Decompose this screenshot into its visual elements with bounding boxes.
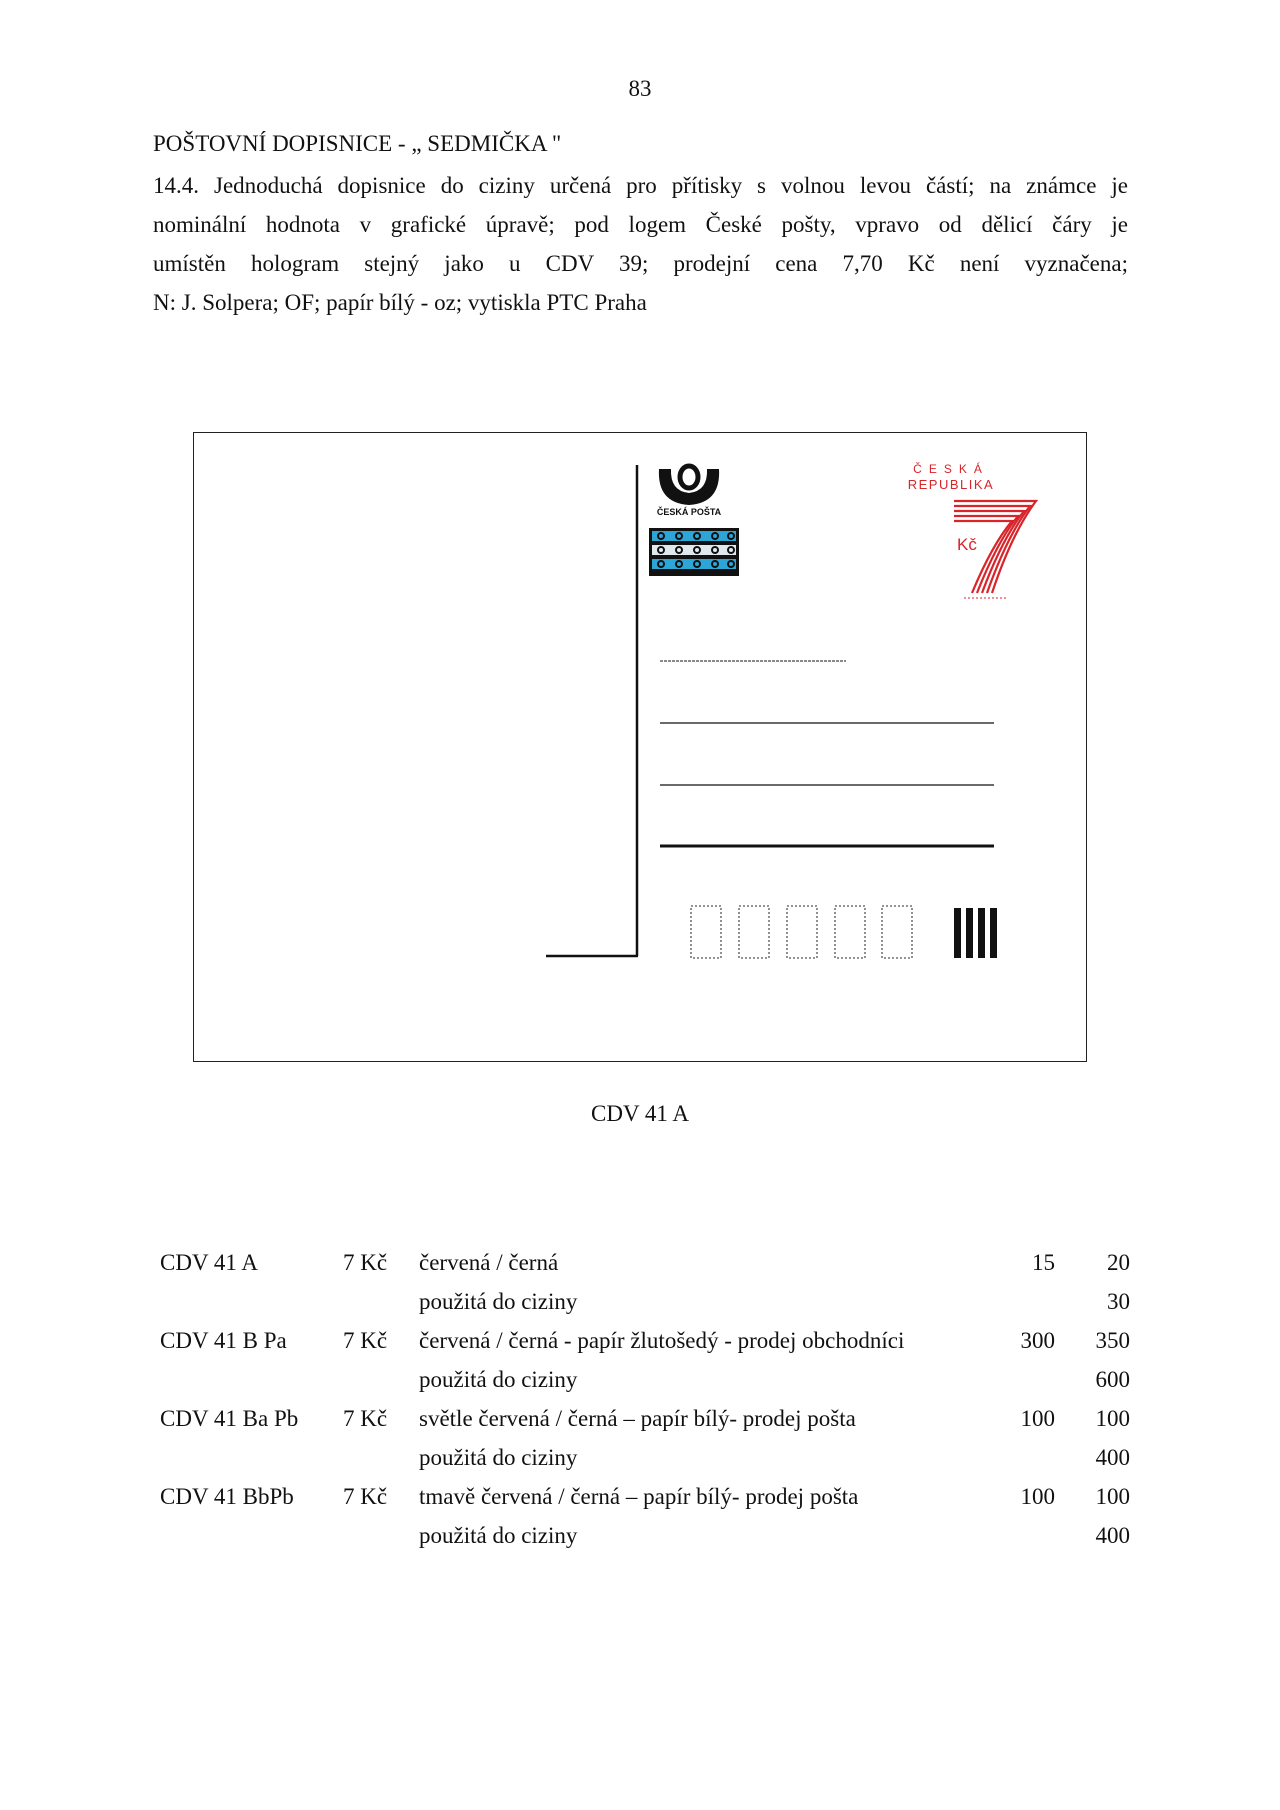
table-row: [160, 1406, 1130, 1445]
variant-code: CDV 41 BbPb: [160, 1484, 294, 1509]
paragraph-line: 14.4. Jednoduchá dopisnice do ciziny určená pro přítisky s volnou levou částí; na známce je: [153, 173, 1128, 198]
page-number: 83: [628, 76, 652, 101]
price-mint: 300: [1020, 1328, 1055, 1353]
price-used: 30: [1107, 1289, 1130, 1314]
variant-description: červená / černá - papír žlutošedý - prodej obchodníci: [419, 1328, 905, 1353]
nominal-value: 7 Kč: [343, 1406, 388, 1431]
variant-description: použitá do ciziny: [419, 1523, 578, 1548]
postcard-image: [193, 432, 1087, 1062]
ceska-posta-logo: [657, 466, 722, 517]
barcode-bars: [954, 908, 997, 958]
price-used: 600: [1095, 1367, 1130, 1392]
price-used: 400: [1095, 1445, 1130, 1470]
price-used: 20: [1107, 1250, 1130, 1275]
table-row: [160, 1250, 1130, 1289]
variant-code: CDV 41 A: [160, 1250, 258, 1275]
price-mint: 100: [1020, 1484, 1055, 1509]
figure-caption: CDV 41 A: [591, 1101, 689, 1126]
variant-code: CDV 41 B Pa: [160, 1328, 287, 1353]
price-used: 350: [1095, 1328, 1130, 1353]
catalog-table: [160, 1250, 1130, 1562]
table-row: [160, 1367, 1130, 1406]
variant-description: použitá do ciziny: [419, 1445, 578, 1470]
price-used: 100: [1095, 1406, 1130, 1431]
variant-description: použitá do ciziny: [419, 1289, 578, 1314]
table-row: [160, 1328, 1130, 1367]
paragraph-line: umístěn hologram stejný jako u CDV 39; prodejní cena 7,70 Kč není vyznačena;: [153, 251, 1128, 276]
paragraph-line: nominální hodnota v grafické úpravě; pod logem České pošty, vpravo od dělicí čáry je: [153, 212, 1128, 237]
nominal-value: 7 Kč: [343, 1250, 388, 1275]
variant-description: světle červená / černá – papír bílý- prodej pošta: [419, 1406, 856, 1431]
stamp-country-line1: ČESKÁ: [913, 462, 989, 476]
description-paragraph: [153, 166, 1128, 322]
price-used: 400: [1095, 1523, 1130, 1548]
address-lines: [660, 661, 994, 846]
price-used: 100: [1095, 1484, 1130, 1509]
variant-description: červená / černá: [419, 1250, 559, 1275]
table-row: [160, 1523, 1130, 1562]
stamp-country-line2: REPUBLIKA: [907, 477, 995, 492]
price-mint: 100: [1020, 1406, 1055, 1431]
hologram-icon: [649, 528, 739, 576]
paragraph-line: N: J. Solpera; OF; papír bílý - oz; vytiskla PTC Praha: [153, 290, 647, 315]
logo-text: ČESKÁ POŠTA: [656, 507, 722, 517]
printed-stamp: [908, 461, 1036, 598]
table-row: [160, 1445, 1130, 1484]
nominal-value: 7 Kč: [343, 1484, 388, 1509]
table-row: [160, 1289, 1130, 1328]
price-mint: 15: [1032, 1250, 1055, 1275]
variant-description: tmavě červená / černá – papír bílý- prodej pošta: [419, 1484, 859, 1509]
divider-line: [546, 465, 638, 956]
stamp-currency: Kč: [957, 535, 977, 554]
variant-description: použitá do ciziny: [419, 1367, 578, 1392]
variant-code: CDV 41 Ba Pb: [160, 1406, 299, 1431]
nominal-value: 7 Kč: [343, 1328, 388, 1353]
postal-code-boxes: [691, 906, 912, 958]
table-row: [160, 1484, 1130, 1523]
section-heading: POŠTOVNÍ DOPISNICE - „ SEDMIČKA ": [153, 131, 562, 156]
